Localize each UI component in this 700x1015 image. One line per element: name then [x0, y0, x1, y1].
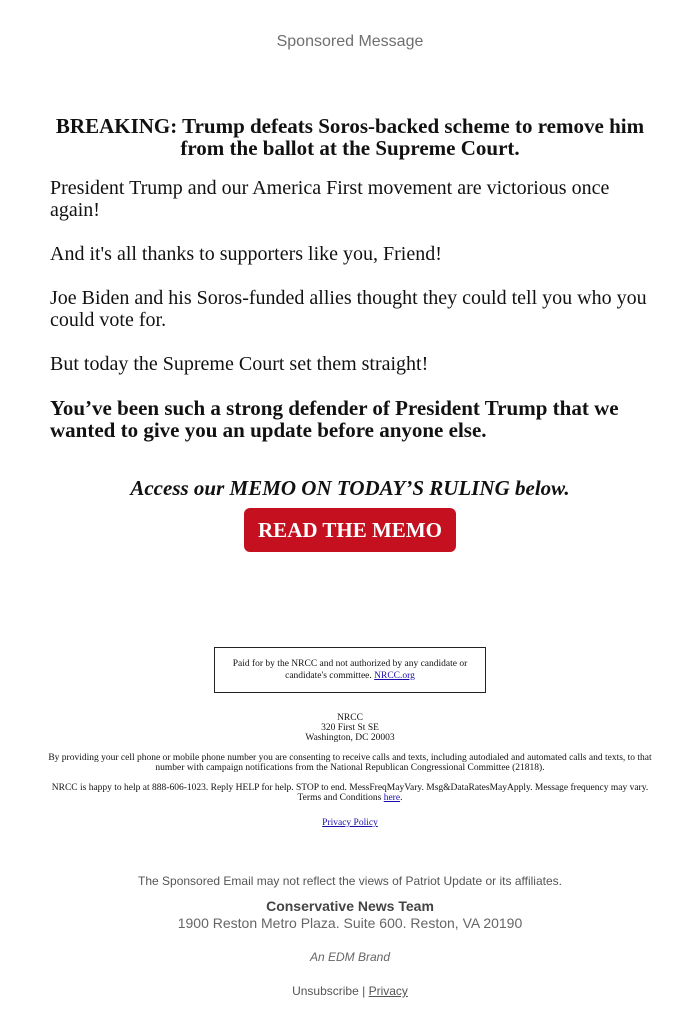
help-text-body: NRCC is happy to help at 888-606-1023. Reply HELP for help. STOP to end. MessFreqMayVary. Msg&DataRatesMayApply. Message frequency may vary. Terms and Conditions [51, 783, 649, 803]
sponsored-email-note: The Sponsored Email may not reflect the views of Patriot Update or its affiliates. [138, 874, 562, 888]
mailing-address [0, 713, 700, 743]
publisher-address: 1900 Reston Metro Plaza. Suite 600. Reston, VA 20190 [177, 915, 523, 931]
address-street: 320 First St SE [321, 723, 379, 733]
read-memo-button[interactable]: READ THE MEMO [244, 508, 456, 552]
privacy-policy-link[interactable]: Privacy Policy [322, 818, 378, 828]
address-org: NRCC [337, 713, 363, 723]
sponsored-label: Sponsored Message [276, 33, 424, 50]
unsubscribe-row [0, 984, 700, 998]
nrcc-link[interactable]: NRCC.org [374, 671, 415, 681]
disclaimer-text: Paid for by the NRCC and not authorized by any candidate or candidate's committee. [232, 659, 468, 681]
email-paragraph: But today the Supreme Court set them straight! [50, 353, 429, 375]
email-paragraph: President Trump and our America First movement are victorious once again! [50, 177, 610, 221]
brand-line: An EDM Brand [309, 950, 391, 964]
paid-for-disclaimer [214, 647, 486, 693]
access-memo-line: Access our MEMO ON TODAY’S RULING below. [130, 476, 570, 500]
help-text-end: . [400, 793, 403, 803]
address-city: Washington, DC 20003 [305, 733, 395, 743]
email-bold-paragraph: You’ve been such a strong defender of President Trump that we wanted to give you an update before anyone else. [50, 396, 619, 442]
privacy-link[interactable]: Privacy [368, 984, 408, 998]
help-text [48, 783, 652, 803]
email-paragraph: And it's all thanks to supporters like you, Friend! [50, 243, 442, 265]
sms-consent-text: By providing your cell phone or mobile phone number you are consenting to receive calls and texts, including autodialed and automated calls and texts, to that number with campaign notifications from the National Republican Congressional Committee (21818). [48, 753, 652, 773]
publisher-team: Conservative News Team [266, 898, 434, 914]
privacy-policy-row [0, 818, 700, 828]
separator: | [362, 984, 366, 998]
email-headline: BREAKING: Trump defeats Soros-backed scheme to remove him from the ballot at the Supreme Court. [55, 114, 645, 160]
unsubscribe-link[interactable]: Unsubscribe [292, 984, 359, 998]
email-paragraph: Joe Biden and his Soros-funded allies thought they could tell you who you could vote for. [50, 287, 647, 331]
terms-link[interactable]: here [383, 793, 401, 803]
